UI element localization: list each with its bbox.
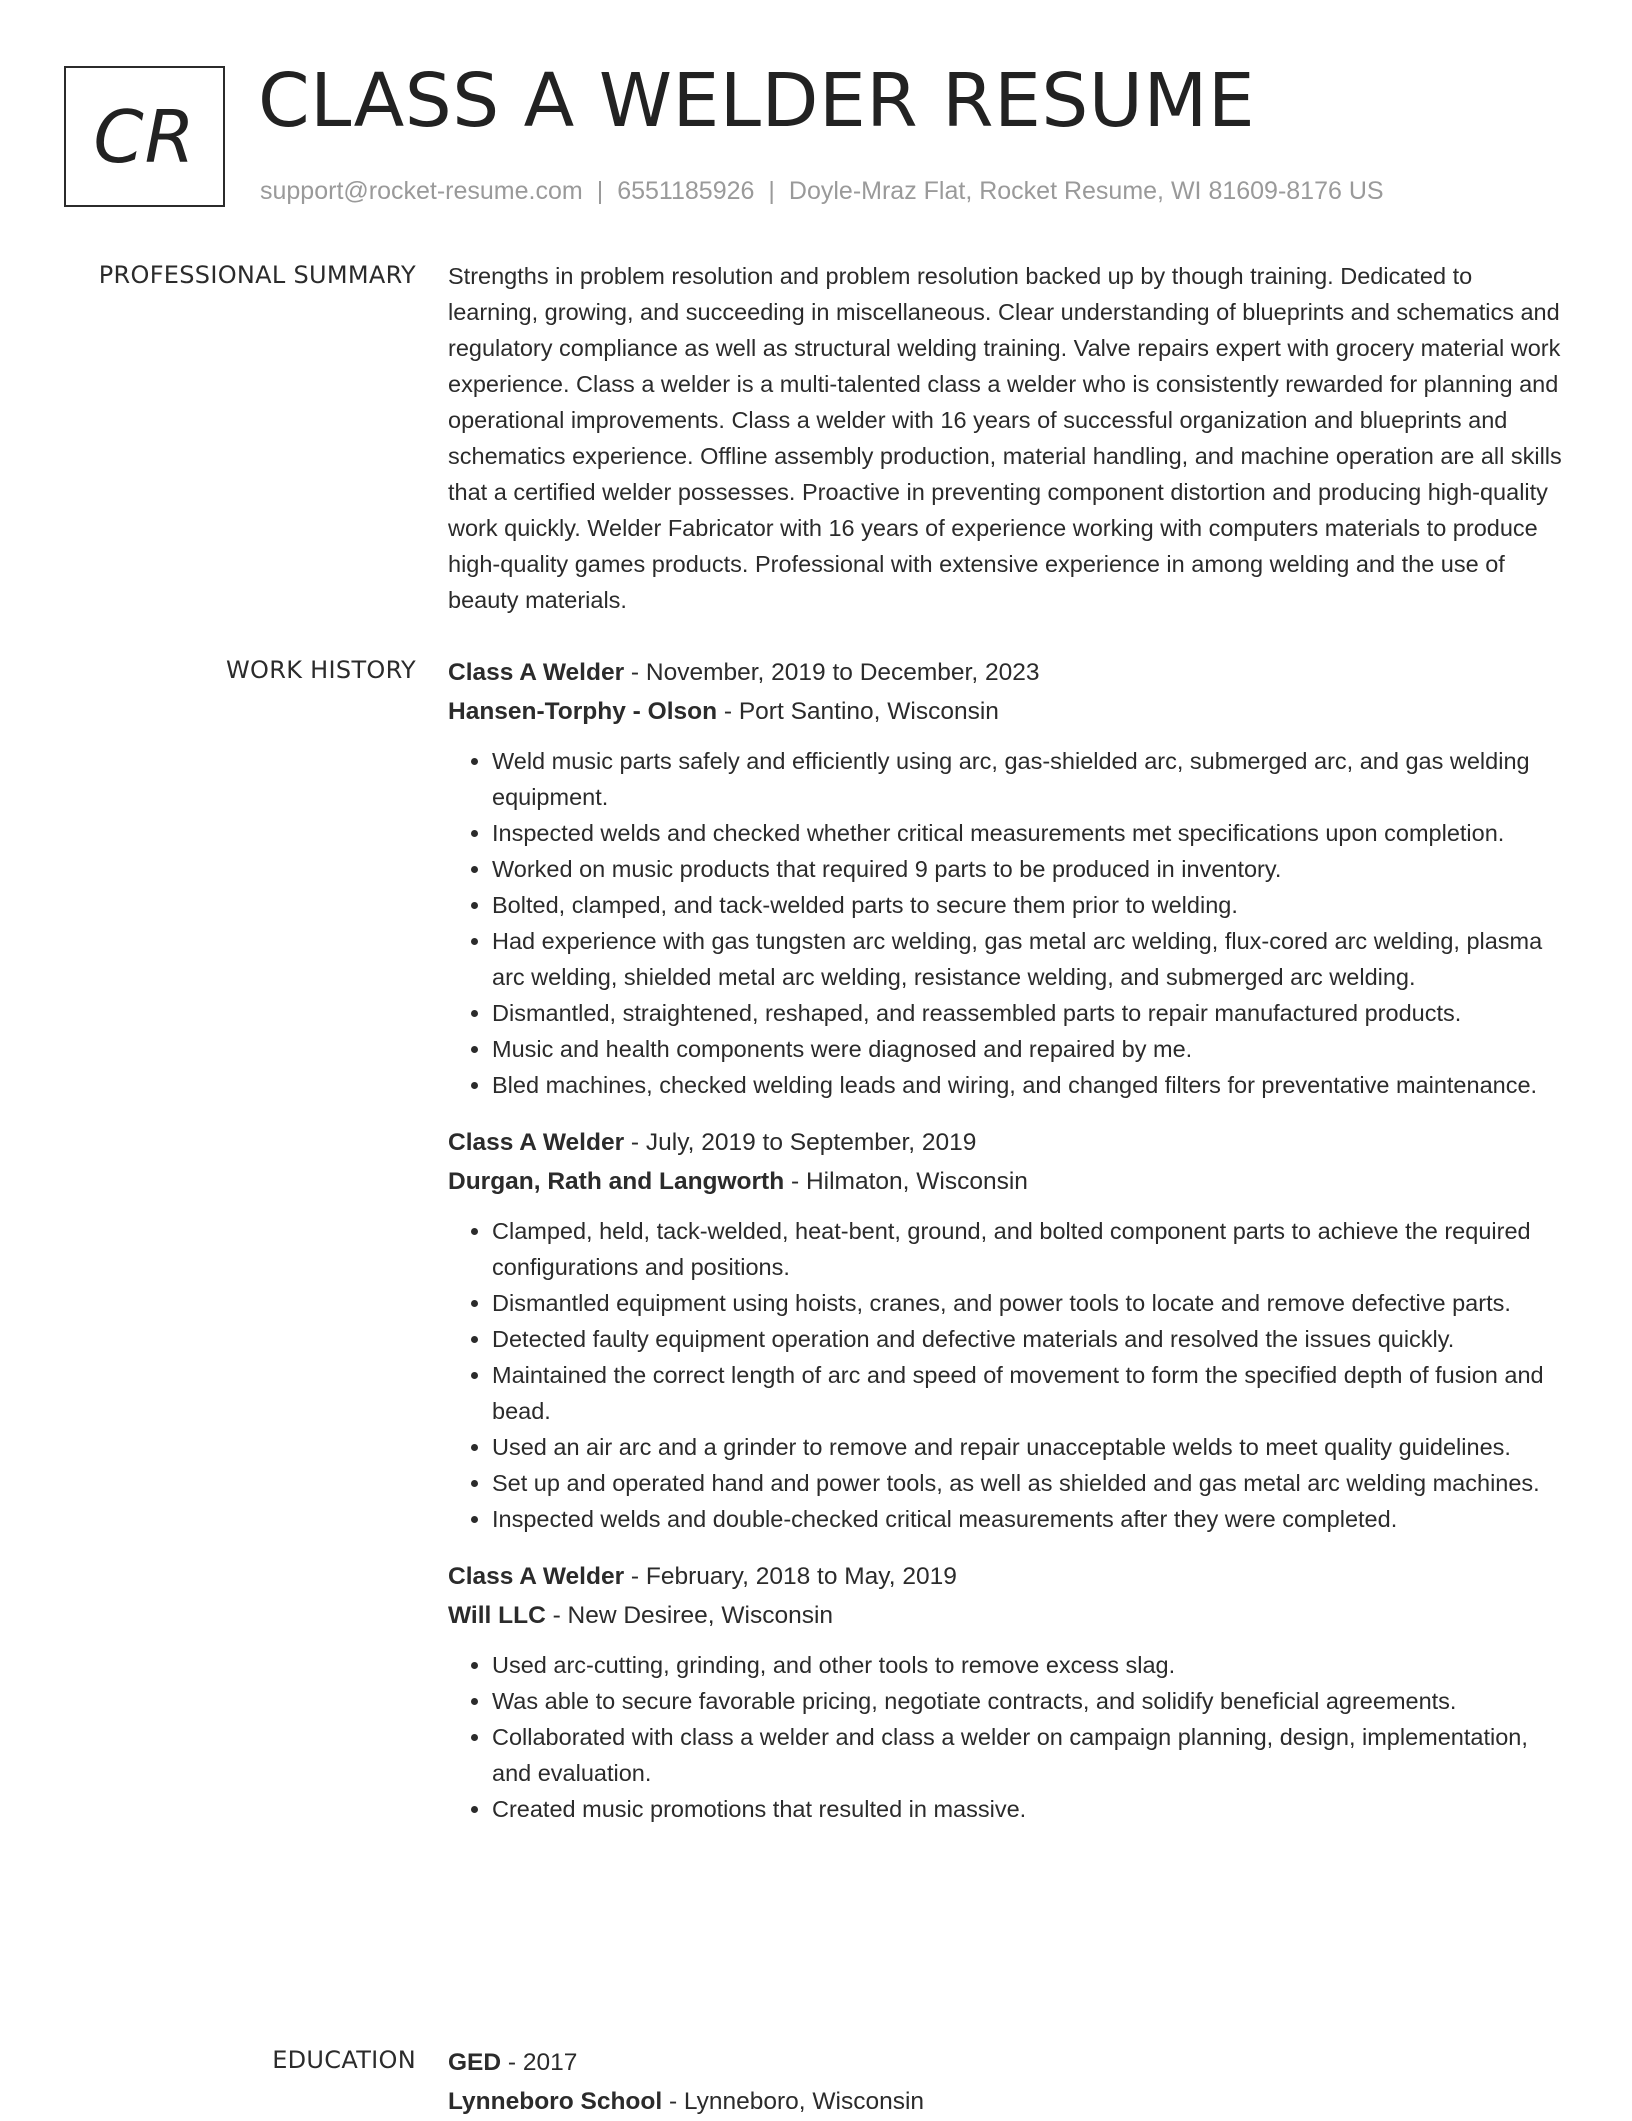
bullet-item: • Dismantled equipment using hoists, cranes, and power tools to locate and remove defective parts. [492, 1285, 1566, 1321]
contact-separator: | [768, 177, 775, 205]
summary-body [448, 258, 1566, 618]
job-company-line [448, 692, 1566, 731]
job-title: Class A Welder [448, 659, 625, 686]
job-bullets [448, 743, 1566, 1103]
education-body [448, 2043, 1566, 2121]
bullet-item: • Collaborated with class a welder and class a welder on campaign planning, design, implementation, and evaluation. [492, 1719, 1566, 1791]
job-entry [448, 1557, 1566, 1827]
bullet-item: • Inspected welds and double-checked critical measurements after they were completed. [492, 1501, 1566, 1537]
bullet-item: • Music and health components were diagnosed and repaired by me. [492, 1031, 1566, 1067]
job-company-line [448, 1162, 1566, 1201]
bullet-item: • Detected faulty equipment operation and defective materials and resolved the issues quickly. [492, 1321, 1566, 1357]
bullet-item: • Worked on music products that required 9 parts to be produced in inventory. [492, 851, 1566, 887]
education-year: - 2017 [501, 2049, 578, 2076]
job-title-line [448, 1557, 1566, 1596]
job-entry [448, 653, 1566, 1103]
work-history-heading: WORK HISTORY [226, 656, 416, 684]
education-location: - Lynneboro, Wisconsin [662, 2088, 925, 2115]
education-heading: EDUCATION [272, 2046, 416, 2074]
job-location: - New Desiree, Wisconsin [545, 1602, 834, 1629]
contact-line [260, 174, 1384, 208]
bullet-item: • Clamped, held, tack-welded, heat-bent, ground, and bolted component parts to achieve the required configurations and positions. [492, 1213, 1566, 1285]
work-history-body [448, 653, 1566, 1847]
bullet-item: • Bled machines, checked welding leads and wiring, and changed filters for preventative maintenance. [492, 1067, 1566, 1103]
job-title-line [448, 1123, 1566, 1162]
job-dates: - February, 2018 to May, 2019 [624, 1563, 957, 1590]
bullet-item: • Bolted, clamped, and tack-welded parts to secure them prior to welding. [492, 887, 1566, 923]
job-company: Will LLC [448, 1602, 546, 1629]
job-bullets [448, 1647, 1566, 1827]
education-school: Lynneboro School [448, 2088, 663, 2115]
education-degree-line [448, 2043, 1566, 2082]
education-degree: GED [448, 2049, 502, 2076]
contact-separator: | [596, 177, 604, 205]
bullet-item: • Dismantled, straightened, reshaped, and reassembled parts to repair manufactured products. [492, 995, 1566, 1031]
job-title: Class A Welder [448, 1563, 625, 1590]
job-title-line [448, 653, 1566, 692]
job-company-line [448, 1596, 1566, 1635]
job-bullets [448, 1213, 1566, 1537]
bullet-item: • Was able to secure favorable pricing, negotiate contracts, and solidify beneficial agreements. [492, 1683, 1566, 1719]
monogram-box [64, 66, 225, 207]
job-entry [448, 1123, 1566, 1537]
job-title: Class A Welder [448, 1129, 625, 1156]
education-school-line [448, 2082, 1566, 2121]
bullet-item: • Had experience with gas tungsten arc welding, gas metal arc welding, flux-cored arc welding, plasma arc welding, shielded metal arc welding, resistance welding, and submerged arc welding. [492, 923, 1566, 995]
job-location: - Port Santino, Wisconsin [717, 698, 999, 725]
contact-phone: 6551185926 [617, 177, 755, 205]
job-dates: - July, 2019 to September, 2019 [624, 1129, 977, 1156]
job-company: Hansen-Torphy - Olson [448, 698, 718, 725]
summary-text: Strengths in problem resolution and problem resolution backed up by though training. Dedicated to learning, growing, and succeeding in miscellaneous. Clear understanding of blueprints and schematics and regulatory compliance as well as structural welding training. Valve repairs expert with grocery material work experience. Class a welder is a multi-talented class a welder who is consistently rewarded for planning and operational improvements. Class a welder with 16 years of successful organization and blueprints and schematics experience. Offline assembly production, material handling, and machine operation are all skills that a certified welder possesses. Proactive in preventing component distortion and producing high-quality work quickly. Welder Fabricator with 16 years of experience working with computers materials to produce high-quality games products. Professional with extensive experience in among welding and the use of beauty materials. [448, 263, 1562, 613]
bullet-item: • Maintained the correct length of arc and speed of movement to form the specified depth of fusion and bead. [492, 1357, 1566, 1429]
bullet-item: • Created music promotions that resulted in massive. [492, 1791, 1566, 1827]
job-location: - Hilmaton, Wisconsin [784, 1168, 1028, 1195]
bullet-item: • Set up and operated hand and power tools, as well as shielded and gas metal arc welding machines. [492, 1465, 1566, 1501]
job-dates: - November, 2019 to December, 2023 [624, 659, 1040, 686]
contact-address: Doyle-Mraz Flat, Rocket Resume, WI 81609-8176 US [788, 177, 1384, 205]
summary-heading: PROFESSIONAL SUMMARY [98, 261, 416, 289]
resume-title: CLASS A WELDER RESUME [258, 58, 1256, 144]
bullet-item: • Inspected welds and checked whether critical measurements met specifications upon completion. [492, 815, 1566, 851]
bullet-item: • Used an air arc and a grinder to remove and repair unacceptable welds to meet quality guidelines. [492, 1429, 1566, 1465]
monogram-initials: CR [93, 94, 196, 179]
bullet-item: • Used arc-cutting, grinding, and other tools to remove excess slag. [492, 1647, 1566, 1683]
bullet-item: • Weld music parts safely and efficiently using arc, gas-shielded arc, submerged arc, and gas welding equipment. [492, 743, 1566, 815]
job-company: Durgan, Rath and Langworth [448, 1168, 785, 1195]
contact-email: support@rocket-resume.com [260, 177, 583, 205]
